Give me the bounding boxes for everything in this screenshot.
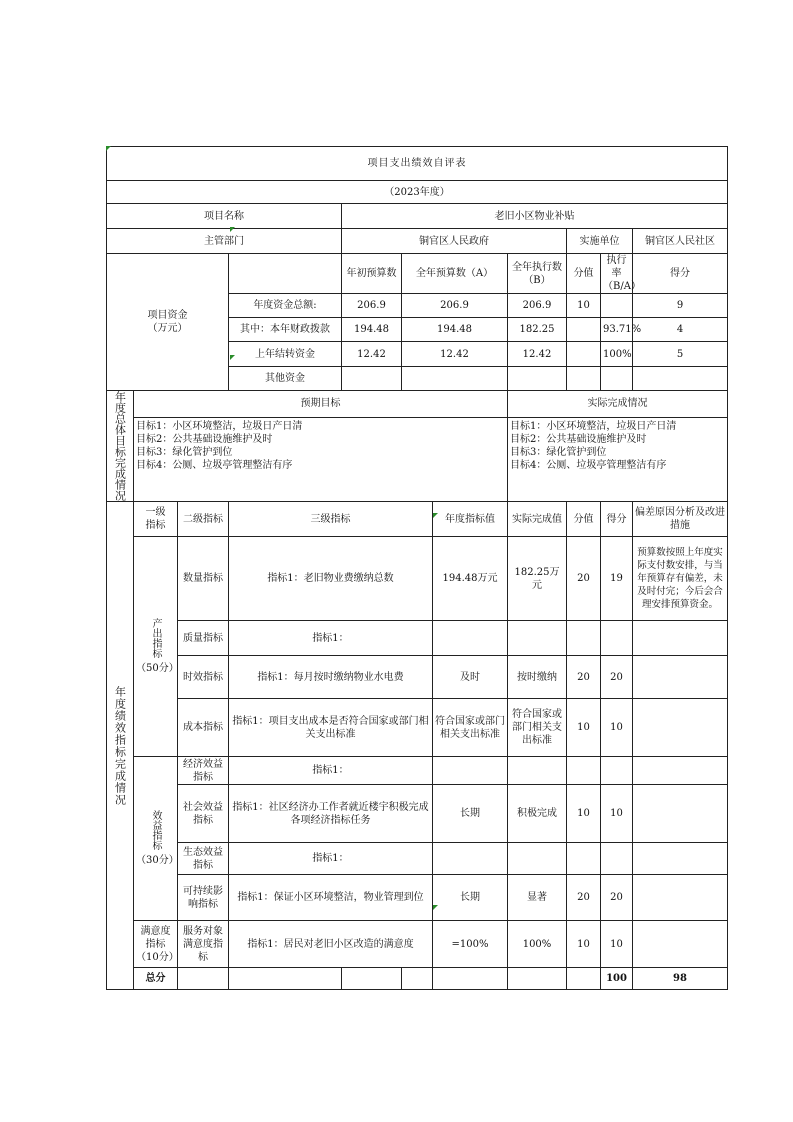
goal-expected-item: 目标4：公厕、垃圾亭管理整洁有序 xyxy=(136,459,293,471)
benefit-indicator-points: （30分） xyxy=(136,855,179,866)
indicator-reason xyxy=(633,875,728,921)
indicator-score-value: 10 xyxy=(567,785,601,843)
goals-actual-list xyxy=(508,417,728,501)
funds-row-annual: 12.42 xyxy=(402,342,508,367)
indicator-row xyxy=(107,656,728,699)
indicator-level2: 服务对象满意度指标 xyxy=(178,921,229,968)
goal-expected-item: 目标2：公共基础设施维护及时 xyxy=(136,433,273,445)
funds-row-initial xyxy=(342,367,402,391)
total-score: 98 xyxy=(633,968,728,990)
cell-marker-icon xyxy=(230,227,235,232)
indicator-reason xyxy=(633,785,728,843)
goal-actual-item: 目标1：小区环境整洁，垃圾日产日清 xyxy=(510,420,677,432)
header-level2: 二级指标 xyxy=(178,502,229,537)
indicator-score-value: 20 xyxy=(567,875,601,921)
funds-header-rate: 执行率 （B/A） xyxy=(601,254,633,294)
funds-row-label: 上年结转资金 xyxy=(229,342,342,367)
goal-expected-item: 目标3：绿化管护到位 xyxy=(136,446,233,458)
benefit-indicator-title: 效益指标 xyxy=(150,810,161,850)
indicator-score-value xyxy=(567,621,601,656)
header-score-value: 分值 xyxy=(567,502,601,537)
year-subtitle: （2023年度） xyxy=(107,181,728,204)
indicator-target: 长期 xyxy=(433,785,508,843)
indicator-level3: 指标1：居民对老旧小区改造的满意度 xyxy=(229,921,433,968)
output-indicator-title: 产出指标 xyxy=(150,618,161,658)
indicator-actual: 100% xyxy=(508,921,567,968)
indicator-reason xyxy=(633,843,728,875)
funds-row-initial: 206.9 xyxy=(342,294,402,318)
unit-value: 铜官区人民社区 xyxy=(633,229,728,254)
indicator-reason: 预算数按照上年度实际支付数安排，与当年预算存有偏差，未及时付完；今后会合理安排预算资金。 xyxy=(633,537,728,621)
funds-header-blank xyxy=(229,254,342,294)
indicator-reason xyxy=(633,621,728,656)
funds-row-score: 5 xyxy=(633,342,728,367)
output-indicator-label xyxy=(134,537,178,757)
indicator-row xyxy=(107,537,728,621)
indicator-score-value xyxy=(567,757,601,785)
funds-row-annual xyxy=(402,367,508,391)
dept-label: 主管部门 xyxy=(107,229,342,254)
indicator-score-value xyxy=(567,843,601,875)
indicator-level2: 可持续影响指标 xyxy=(178,875,229,921)
funds-row-initial: 12.42 xyxy=(342,342,402,367)
indicator-actual xyxy=(508,621,567,656)
indicator-level3: 指标1：保证小区环境整洁，物业管理到位 xyxy=(229,875,433,921)
goal-actual-item: 目标2：公共基础设施维护及时 xyxy=(510,433,647,445)
funds-row-executed: 12.42 xyxy=(508,342,567,367)
indicator-score-value: 20 xyxy=(567,656,601,699)
funds-row-initial: 194.48 xyxy=(342,318,402,342)
total-blank xyxy=(402,968,433,990)
indicator-level2: 社会效益指标 xyxy=(178,785,229,843)
total-score-value: 100 xyxy=(601,968,633,990)
funds-row-score: 4 xyxy=(633,318,728,342)
total-blank xyxy=(508,968,567,990)
indicator-level3: 指标1： xyxy=(229,621,433,656)
cell-marker-icon xyxy=(433,905,438,910)
funds-header-score: 得分 xyxy=(633,254,728,294)
funds-header-initial: 年初预算数 xyxy=(342,254,402,294)
funds-row-executed: 182.25 xyxy=(508,318,567,342)
funds-row-annual: 206.9 xyxy=(402,294,508,318)
header-level1: 一级 指标 xyxy=(134,502,178,537)
total-label: 总分 xyxy=(134,968,178,990)
indicator-score: 10 xyxy=(601,699,633,757)
funds-header-executed: 全年执行数（B） xyxy=(508,254,567,294)
indicator-score: 10 xyxy=(601,921,633,968)
cell-marker-icon xyxy=(433,513,438,518)
indicator-score: 19 xyxy=(601,537,633,621)
total-blank xyxy=(342,968,402,990)
indicator-target: 长期 xyxy=(433,875,508,921)
goal-actual-item: 目标4：公厕、垃圾亭管理整洁有序 xyxy=(510,459,667,471)
indicator-row xyxy=(107,921,728,968)
indicator-level2: 经济效益指标 xyxy=(178,757,229,785)
indicator-target: 符合国家或部门相关支出标准 xyxy=(433,699,508,757)
indicator-row xyxy=(107,875,728,921)
indicator-target xyxy=(433,757,508,785)
cell-marker-icon xyxy=(230,355,235,360)
indicator-reason xyxy=(633,699,728,757)
header-level3: 三级指标 xyxy=(229,502,433,537)
goal-actual-item: 目标3：绿化管护到位 xyxy=(510,446,607,458)
indicator-target xyxy=(433,843,508,875)
indicator-level2: 数量指标 xyxy=(178,537,229,621)
unit-label: 实施单位 xyxy=(567,229,633,254)
funds-row-label: 其中：本年财政拨款 xyxy=(229,318,342,342)
indicator-score-value: 10 xyxy=(567,699,601,757)
project-name-label: 项目名称 xyxy=(107,204,342,229)
indicator-score: 20 xyxy=(601,875,633,921)
funds-row-rate: 100% xyxy=(601,342,633,367)
funds-row-label: 其他资金 xyxy=(229,367,342,391)
indicator-target: 及时 xyxy=(433,656,508,699)
indicators-section-label: 年度绩效指标完成情况 xyxy=(107,502,134,990)
goal-expected-item: 目标1：小区环境整洁，垃圾日产日清 xyxy=(136,420,303,432)
indicator-level2: 质量指标 xyxy=(178,621,229,656)
total-blank xyxy=(567,968,601,990)
indicator-level3: 指标1： xyxy=(229,843,433,875)
indicator-reason xyxy=(633,921,728,968)
benefit-indicator-label xyxy=(134,757,178,921)
indicator-actual xyxy=(508,843,567,875)
indicator-actual xyxy=(508,757,567,785)
page-title: 项目支出绩效自评表 xyxy=(107,147,728,181)
header-score: 得分 xyxy=(601,502,633,537)
funds-header-annual: 全年预算数（A） xyxy=(402,254,508,294)
output-indicator-points: （50分） xyxy=(136,663,179,674)
indicator-level2: 时效指标 xyxy=(178,656,229,699)
funds-row-rate: 93.71% xyxy=(601,318,633,342)
funds-row-rate xyxy=(601,294,633,318)
total-blank xyxy=(433,968,508,990)
indicator-actual: 按时缴纳 xyxy=(508,656,567,699)
funds-row-score-value xyxy=(567,318,601,342)
indicator-target: 194.48万元 xyxy=(433,537,508,621)
indicator-score xyxy=(601,843,633,875)
total-row xyxy=(107,968,728,990)
total-blank xyxy=(229,968,342,990)
satisfaction-indicator-label: 满意度指标（10分） xyxy=(134,921,178,968)
evaluation-table xyxy=(106,146,728,990)
funds-row-annual: 194.48 xyxy=(402,318,508,342)
header-target: 年度指标值 xyxy=(433,502,508,537)
indicator-actual: 显著 xyxy=(508,875,567,921)
goals-label: 年度总体目标完成情况 xyxy=(107,391,134,502)
indicator-score xyxy=(601,621,633,656)
funds-row-score-value: 10 xyxy=(567,294,601,318)
funds-row-label: 年度资金总额: xyxy=(229,294,342,318)
header-actual: 实际完成值 xyxy=(508,502,567,537)
indicator-row xyxy=(107,757,728,785)
funds-row-score: 9 xyxy=(633,294,728,318)
indicator-score-value: 20 xyxy=(567,537,601,621)
funds-header-score-value: 分值 xyxy=(567,254,601,294)
header-reason: 偏差原因分析及改进措施 xyxy=(633,502,728,537)
goals-expected-list xyxy=(134,417,508,501)
funds-row-score-value xyxy=(567,367,601,391)
indicator-row xyxy=(107,699,728,757)
indicator-score xyxy=(601,757,633,785)
indicator-reason xyxy=(633,656,728,699)
total-blank xyxy=(178,968,229,990)
funds-row-score xyxy=(633,367,728,391)
funds-row-executed xyxy=(508,367,567,391)
indicator-reason xyxy=(633,757,728,785)
indicator-level3: 指标1：老旧物业费缴纳总数 xyxy=(229,537,433,621)
indicator-row xyxy=(107,843,728,875)
funds-row-executed: 206.9 xyxy=(508,294,567,318)
indicator-level3: 指标1：项目支出成本是否符合国家或部门相关支出标准 xyxy=(229,699,433,757)
funds-row-rate xyxy=(601,367,633,391)
indicator-score: 20 xyxy=(601,656,633,699)
indicator-target: =100% xyxy=(433,921,508,968)
indicator-level2: 成本指标 xyxy=(178,699,229,757)
indicator-score-value: 10 xyxy=(567,921,601,968)
indicator-row xyxy=(107,621,728,656)
cell-marker-icon xyxy=(106,146,111,151)
goals-actual-header: 实际完成情况 xyxy=(508,391,728,418)
dept-value: 铜官区人民政府 xyxy=(342,229,567,254)
indicator-score: 10 xyxy=(601,785,633,843)
indicator-target xyxy=(433,621,508,656)
indicator-actual: 符合国家或部门相关支出标准 xyxy=(508,699,567,757)
indicator-level3: 指标1： xyxy=(229,757,433,785)
project-name-value: 老旧小区物业补贴 xyxy=(342,204,728,229)
funds-label: 项目资金 （万元） xyxy=(107,254,229,391)
indicator-level3: 指标1：每月按时缴纳物业水电费 xyxy=(229,656,433,699)
indicator-level3: 指标1：社区经济办工作者就近楼宇积极完成各项经济指标任务 xyxy=(229,785,433,843)
indicator-row xyxy=(107,785,728,843)
goals-expected-header: 预期目标 xyxy=(134,391,508,418)
performance-self-evaluation-sheet xyxy=(106,146,727,990)
indicator-actual: 182.25万元 xyxy=(508,537,567,621)
indicator-level2: 生态效益指标 xyxy=(178,843,229,875)
indicator-actual: 积极完成 xyxy=(508,785,567,843)
funds-row-score-value xyxy=(567,342,601,367)
